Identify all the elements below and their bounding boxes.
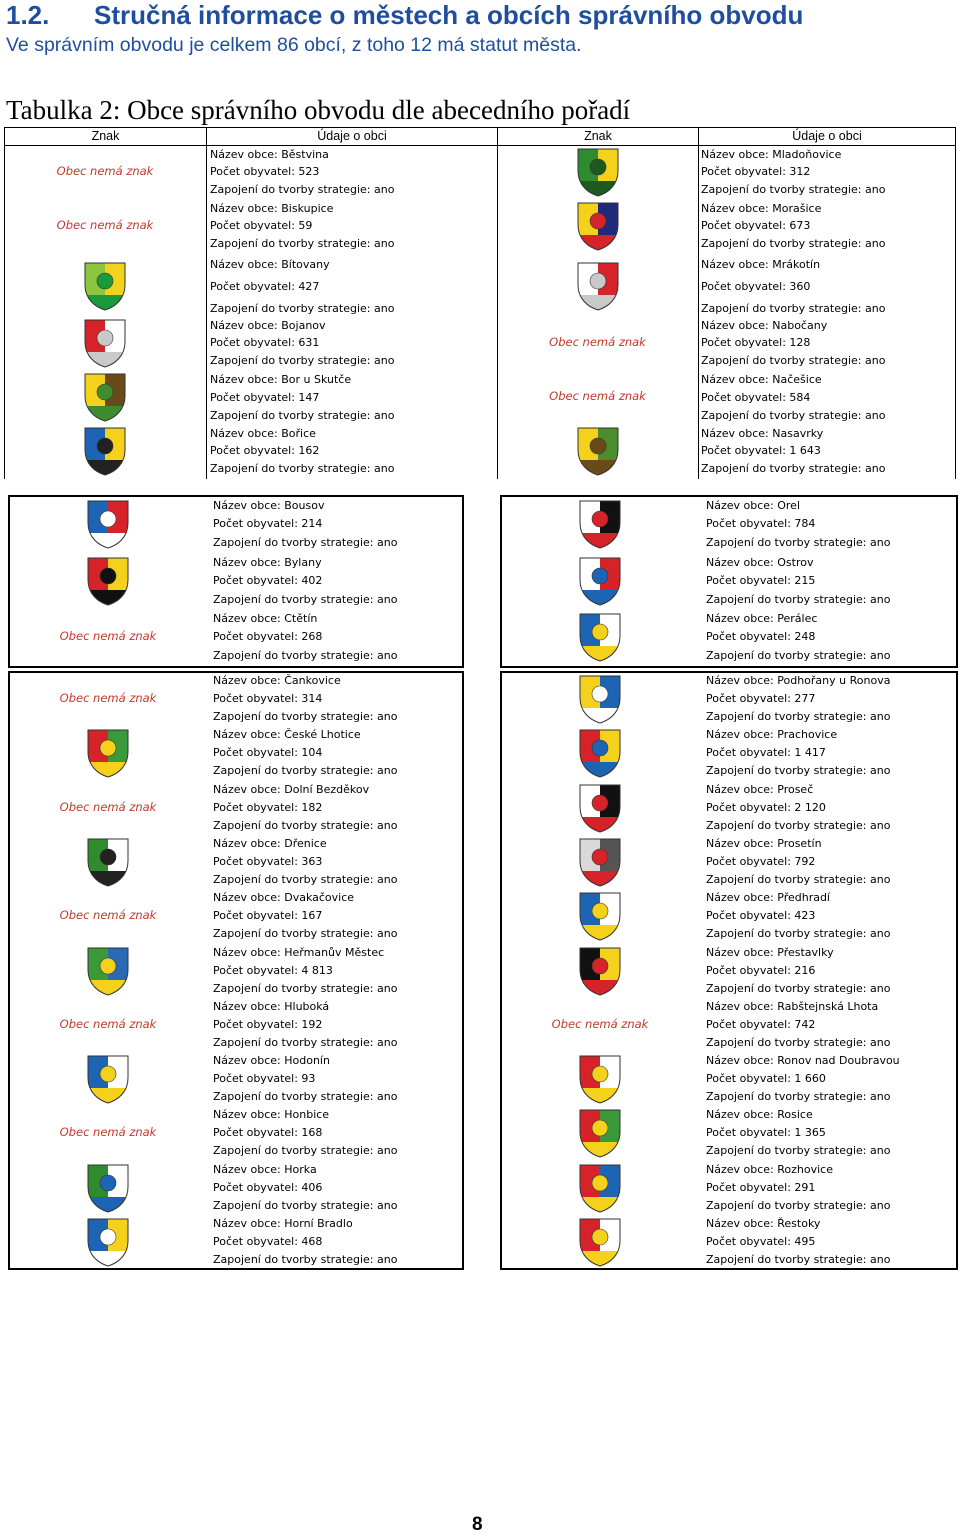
municipality-name: Název obce: Heřmanův Městec <box>213 945 385 959</box>
coat-of-arms-icon <box>578 556 622 606</box>
municipality-name: Název obce: Mrákotín <box>701 258 821 271</box>
population: Počet obyvatel: 93 <box>213 1072 316 1086</box>
municipality-name: Název obce: Bousov <box>213 499 325 512</box>
municipality-name: Název obce: Předhradí <box>706 891 830 905</box>
strategy-participation: Zapojení do tvorby strategie: ano <box>701 183 886 196</box>
coat-of-arms-icon <box>86 556 130 606</box>
population: Počet obyvatel: 1 417 <box>706 746 826 760</box>
strategy-participation: Zapojení do tvorby strategie: ano <box>213 1090 398 1104</box>
municipality-name: Název obce: Orel <box>706 499 801 512</box>
municipality-name: Název obce: Ostrov <box>706 555 814 569</box>
coat-of-arms-icon <box>578 1108 622 1158</box>
municipality-name: Název obce: Nasavrky <box>701 427 824 440</box>
strategy-participation: Zapojení do tvorby strategie: ano <box>706 1198 891 1212</box>
population: Počet obyvatel: 182 <box>213 800 323 814</box>
coat-of-arms-icon <box>83 426 127 476</box>
population: Počet obyvatel: 1 643 <box>701 444 821 457</box>
coat-of-arms-icon <box>578 946 622 996</box>
strategy-participation: Zapojení do tvorby strategie: ano <box>213 1253 398 1266</box>
population: Počet obyvatel: 631 <box>210 336 320 349</box>
population: Počet obyvatel: 215 <box>706 573 816 587</box>
municipality-name: Název obce: Morašice <box>701 202 822 215</box>
no-emblem-label: Obec nemá znak <box>549 389 646 403</box>
population: Počet obyvatel: 495 <box>706 1235 816 1248</box>
strategy-participation: Zapojení do tvorby strategie: ano <box>213 1035 398 1049</box>
municipality-name: Název obce: Dřenice <box>213 836 327 850</box>
municipality-name: Název obce: Řestoky <box>706 1217 821 1230</box>
population: Počet obyvatel: 248 <box>706 630 816 643</box>
population: Počet obyvatel: 291 <box>706 1180 816 1194</box>
municipality-name: Název obce: Načešice <box>701 373 822 386</box>
population: Počet obyvatel: 4 813 <box>213 963 333 977</box>
strategy-participation: Zapojení do tvorby strategie: ano <box>706 1144 891 1158</box>
strategy-participation: Zapojení do tvorby strategie: ano <box>701 462 886 475</box>
section-number: 1.2. <box>6 0 50 30</box>
coat-of-arms-icon <box>578 1054 622 1104</box>
municipality-name: Název obce: Dolní Bezděkov <box>213 782 370 796</box>
strategy-participation: Zapojení do tvorby strategie: ano <box>213 927 398 941</box>
population: Počet obyvatel: 1 660 <box>706 1072 826 1086</box>
population: Počet obyvatel: 59 <box>210 219 313 232</box>
population: Počet obyvatel: 192 <box>213 1017 323 1031</box>
municipality-name: Název obce: Horní Bradlo <box>213 1217 353 1230</box>
population: Počet obyvatel: 1 365 <box>706 1126 826 1140</box>
population: Počet obyvatel: 792 <box>706 854 816 868</box>
municipality-name: Název obce: Běstvina <box>210 148 329 161</box>
population: Počet obyvatel: 784 <box>706 517 816 530</box>
population: Počet obyvatel: 360 <box>701 280 811 293</box>
strategy-participation: Zapojení do tvorby strategie: ano <box>701 302 886 315</box>
coat-of-arms-icon <box>578 783 622 833</box>
coat-of-arms-icon <box>576 147 620 197</box>
strategy-participation: Zapojení do tvorby strategie: ano <box>706 764 891 778</box>
strategy-participation: Zapojení do tvorby strategie: ano <box>213 1144 398 1158</box>
population: Počet obyvatel: 423 <box>706 909 816 923</box>
population: Počet obyvatel: 402 <box>213 573 323 587</box>
municipality-name: Název obce: Přestavlky <box>706 945 834 959</box>
municipality-name: Název obce: Rabštejnská Lhota <box>706 999 879 1013</box>
column-divider <box>497 145 498 479</box>
strategy-participation: Zapojení do tvorby strategie: ano <box>210 409 395 422</box>
population: Počet obyvatel: 427 <box>210 280 320 293</box>
municipality-name: Název obce: Čankovice <box>213 674 341 687</box>
municipality-name: Název obce: Nabočany <box>701 319 828 332</box>
strategy-participation: Zapojení do tvorby strategie: ano <box>210 354 395 367</box>
population: Počet obyvatel: 268 <box>213 630 323 643</box>
strategy-participation: Zapojení do tvorby strategie: ano <box>706 818 891 832</box>
no-emblem-label: Obec nemá znak <box>56 164 154 178</box>
population: Počet obyvatel: 277 <box>706 692 816 705</box>
coat-of-arms-icon <box>578 1217 622 1267</box>
coat-of-arms-icon <box>86 837 130 887</box>
strategy-participation: Zapojení do tvorby strategie: ano <box>701 354 886 367</box>
strategy-participation: Zapojení do tvorby strategie: ano <box>213 764 398 778</box>
strategy-participation: Zapojení do tvorby strategie: ano <box>706 981 891 995</box>
strategy-participation: Zapojení do tvorby strategie: ano <box>706 1253 891 1266</box>
municipality-name: Název obce: Biskupice <box>210 202 334 215</box>
municipality-name: Název obce: Rozhovice <box>706 1162 833 1176</box>
strategy-participation: Zapojení do tvorby strategie: ano <box>701 237 886 250</box>
strategy-participation: Zapojení do tvorby strategie: ano <box>210 183 395 196</box>
no-emblem-label: Obec nemá znak <box>59 1016 157 1031</box>
population: Počet obyvatel: 673 <box>701 219 811 232</box>
municipality-name: Název obce: Hluboká <box>213 999 330 1013</box>
coat-of-arms-icon <box>578 837 622 887</box>
municipality-name: Název obce: Ronov nad Doubravou <box>706 1054 900 1068</box>
no-emblem-label: Obec nemá znak <box>59 629 157 643</box>
column-divider <box>206 145 207 479</box>
header-udaje-left: Údaje o obci <box>206 127 497 146</box>
municipality-name: Název obce: Mladoňovice <box>701 148 842 161</box>
coat-of-arms-icon <box>578 674 622 724</box>
population: Počet obyvatel: 2 120 <box>706 800 826 814</box>
municipality-name: Název obce: Bylany <box>213 555 322 569</box>
strategy-participation: Zapojení do tvorby strategie: ano <box>210 237 395 250</box>
municipality-name: Název obce: Ctětín <box>213 612 318 625</box>
municipality-name: Název obce: Bítovany <box>210 258 330 271</box>
municipality-name: Název obce: České Lhotice <box>213 728 361 742</box>
page-number: 8 <box>472 1514 483 1535</box>
municipality-name: Název obce: Hodonín <box>213 1054 330 1068</box>
coat-of-arms-icon <box>83 318 127 368</box>
strategy-participation: Zapojení do tvorby strategie: ano <box>210 462 395 475</box>
strategy-participation: Zapojení do tvorby strategie: ano <box>213 981 398 995</box>
header-znak-left: Znak <box>4 127 206 146</box>
coat-of-arms-icon <box>83 372 127 422</box>
municipality-name: Název obce: Prosetín <box>706 836 822 850</box>
coat-of-arms-icon <box>578 728 622 778</box>
strategy-participation: Zapojení do tvorby strategie: ano <box>213 536 398 549</box>
table-title: Tabulka 2: Obce správního obvodu dle abecedního pořadí <box>6 95 631 125</box>
strategy-participation: Zapojení do tvorby strategie: ano <box>213 872 398 886</box>
header-udaje-right: Údaje o obci <box>698 127 956 146</box>
strategy-participation: Zapojení do tvorby strategie: ano <box>213 1198 398 1212</box>
strategy-participation: Zapojení do tvorby strategie: ano <box>706 710 891 723</box>
strategy-participation: Zapojení do tvorby strategie: ano <box>213 710 398 723</box>
population: Počet obyvatel: 168 <box>213 1126 323 1140</box>
population: Počet obyvatel: 162 <box>210 444 320 457</box>
population: Počet obyvatel: 523 <box>210 165 320 178</box>
strategy-participation: Zapojení do tvorby strategie: ano <box>213 649 398 662</box>
no-emblem-label: Obec nemá znak <box>59 908 157 923</box>
section-heading <box>6 0 803 31</box>
strategy-participation: Zapojení do tvorby strategie: ano <box>706 536 891 549</box>
coat-of-arms-icon <box>576 426 620 476</box>
coat-of-arms-icon <box>83 261 127 311</box>
strategy-participation: Zapojení do tvorby strategie: ano <box>706 592 891 606</box>
column-divider <box>698 145 699 479</box>
population: Počet obyvatel: 104 <box>213 746 323 760</box>
population: Počet obyvatel: 584 <box>701 391 811 404</box>
municipality-name: Název obce: Bojanov <box>210 319 326 332</box>
population: Počet obyvatel: 216 <box>706 963 816 977</box>
section-title: Stručná informace o městech a obcích správního obvodu <box>94 0 804 30</box>
no-emblem-label: Obec nemá znak <box>59 1125 157 1140</box>
population: Počet obyvatel: 312 <box>701 165 811 178</box>
coat-of-arms-icon <box>86 1163 130 1213</box>
header-znak-right: Znak <box>497 127 698 146</box>
population: Počet obyvatel: 314 <box>213 692 323 705</box>
population: Počet obyvatel: 147 <box>210 391 320 404</box>
municipality-name: Název obce: Podhořany u Ronova <box>706 674 891 687</box>
coat-of-arms-icon <box>578 891 622 941</box>
strategy-participation: Zapojení do tvorby strategie: ano <box>213 592 398 606</box>
no-emblem-label: Obec nemá znak <box>549 335 646 349</box>
coat-of-arms-icon <box>578 499 622 549</box>
no-emblem-label: Obec nemá znak <box>59 691 157 705</box>
coat-of-arms-icon <box>86 728 130 778</box>
coat-of-arms-icon <box>86 1054 130 1104</box>
coat-of-arms-icon <box>86 946 130 996</box>
municipality-name: Název obce: Dvakačovice <box>213 891 355 905</box>
strategy-participation: Zapojení do tvorby strategie: ano <box>706 1035 891 1049</box>
coat-of-arms-icon <box>578 612 622 662</box>
no-emblem-label: Obec nemá znak <box>551 1016 649 1031</box>
municipality-name: Název obce: Proseč <box>706 782 814 796</box>
strategy-participation: Zapojení do tvorby strategie: ano <box>706 927 891 941</box>
municipality-name: Název obce: Prachovice <box>706 728 838 742</box>
coat-of-arms-icon <box>86 1217 130 1267</box>
population: Počet obyvatel: 468 <box>213 1235 323 1248</box>
population: Počet obyvatel: 214 <box>213 517 323 530</box>
population: Počet obyvatel: 742 <box>706 1017 816 1031</box>
coat-of-arms-icon <box>576 201 620 251</box>
population: Počet obyvatel: 167 <box>213 909 323 923</box>
municipality-name: Název obce: Bor u Skutče <box>210 373 352 386</box>
municipality-name: Název obce: Perálec <box>706 612 818 625</box>
municipality-name: Název obce: Honbice <box>213 1108 330 1122</box>
population: Počet obyvatel: 128 <box>701 336 811 349</box>
coat-of-arms-icon <box>576 261 620 311</box>
intro-text: Ve správním obvodu je celkem 86 obcí, z toho 12 má statut města. <box>6 34 582 56</box>
municipality-name: Název obce: Horka <box>213 1162 317 1176</box>
strategy-participation: Zapojení do tvorby strategie: ano <box>706 872 891 886</box>
no-emblem-label: Obec nemá znak <box>59 799 157 814</box>
no-emblem-label: Obec nemá znak <box>56 218 154 232</box>
municipality-name: Název obce: Rosice <box>706 1108 813 1122</box>
strategy-participation: Zapojení do tvorby strategie: ano <box>706 649 891 662</box>
population: Počet obyvatel: 363 <box>213 854 323 868</box>
population: Počet obyvatel: 406 <box>213 1180 323 1194</box>
municipality-name: Název obce: Bořice <box>210 427 316 440</box>
strategy-participation: Zapojení do tvorby strategie: ano <box>706 1090 891 1104</box>
strategy-participation: Zapojení do tvorby strategie: ano <box>701 409 886 422</box>
coat-of-arms-icon <box>578 1163 622 1213</box>
strategy-participation: Zapojení do tvorby strategie: ano <box>213 818 398 832</box>
coat-of-arms-icon <box>86 499 130 549</box>
strategy-participation: Zapojení do tvorby strategie: ano <box>210 302 395 315</box>
